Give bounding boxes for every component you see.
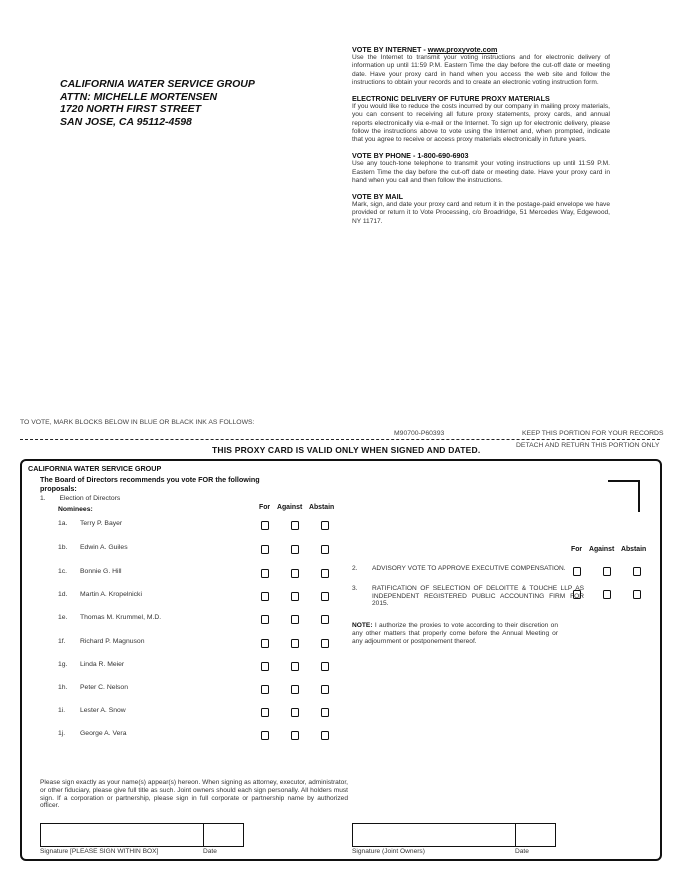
nominee-number: 1c. xyxy=(58,568,68,575)
vote-for-checkbox[interactable] xyxy=(261,545,269,554)
mail-heading: VOTE BY MAIL xyxy=(352,192,403,202)
detach-line xyxy=(20,439,660,440)
board-recommendation: The Board of Directors recommends you vote FOR the following proposals: xyxy=(40,475,260,493)
mark-instructions: TO VOTE, MARK BLOCKS BELOW IN BLUE OR BLACK INK AS FOLLOWS: xyxy=(20,419,255,426)
nominee-name: Bonnie G. Hill xyxy=(80,568,122,575)
control-code: M90700-P60393 xyxy=(394,430,445,437)
vote-for-checkbox[interactable] xyxy=(261,569,269,578)
date-label: Date xyxy=(203,848,217,855)
joint-signature-box[interactable] xyxy=(352,823,516,847)
nominee-number: 1j. xyxy=(58,730,66,737)
nominee-number: 1g. xyxy=(58,661,68,668)
nominees-label: Nominees: xyxy=(58,506,93,513)
nominee-number: 1h. xyxy=(58,684,68,691)
nominee-number: 1i. xyxy=(58,707,66,714)
vote-for-checkbox[interactable] xyxy=(261,662,269,671)
col-abstain-header: Abstain xyxy=(309,504,335,511)
col-abstain-header: Abstain xyxy=(621,546,647,553)
vote-abstain-checkbox[interactable] xyxy=(321,708,329,717)
proposal-text: ADVISORY VOTE TO APPROVE EXECUTIVE COMPENSATION. xyxy=(372,565,566,572)
signing-instructions: Please sign exactly as your name(s) appear(s) hereon. When signing as attorney, executor, administrator, or other fiduciary, please give full title as such. Joint owners should each sign personally. All holders must sign. If a corporation or partnership, please sign in full corporate or partnership name by authorized officer. xyxy=(40,779,348,810)
discretion-note xyxy=(352,622,558,645)
vote-for-checkbox[interactable] xyxy=(573,567,581,576)
mail-body: Mark, sign, and date your proxy card and return it in the postage-paid envelope we have provided or return it to Vote Processing, c/o Broadridge, 51 Mercedes Way, Edgewood, NY 11717. xyxy=(352,201,610,225)
col-against-header: Against xyxy=(277,504,303,511)
vote-abstain-checkbox[interactable] xyxy=(321,662,329,671)
vote-against-checkbox[interactable] xyxy=(291,569,299,578)
vote-against-checkbox[interactable] xyxy=(291,521,299,530)
detach-portion-label: DETACH AND RETURN THIS PORTION ONLY xyxy=(516,442,660,449)
signature-box[interactable] xyxy=(40,823,204,847)
vote-abstain-checkbox[interactable] xyxy=(321,592,329,601)
vote-for-checkbox[interactable] xyxy=(261,615,269,624)
nominee-name: Edwin A. Guiles xyxy=(80,544,128,551)
vote-abstain-checkbox[interactable] xyxy=(633,590,641,599)
voting-instructions xyxy=(352,46,610,234)
address-line-3: 1720 NORTH FIRST STREET xyxy=(60,103,202,115)
nominee-number: 1e. xyxy=(58,614,68,621)
address-line-4: SAN JOSE, CA 95112-4598 xyxy=(60,115,192,128)
vote-against-checkbox[interactable] xyxy=(291,615,299,624)
nominee-name: George A. Vera xyxy=(80,730,127,737)
nominee-number: 1d. xyxy=(58,591,68,598)
note-text: I authorize the proxies to vote according to their discretion on any other matters that properly come before the Annual Meeting or any adjournment or postponement thereof. xyxy=(352,622,558,645)
vote-against-checkbox[interactable] xyxy=(291,662,299,671)
electronic-body: If you would like to reduce the costs incurred by our company in mailing proxy materials, you can consent to receiving all future proxy statements, proxy cards, and annual reports electronically via e-mail or the Internet. To sign up for electronic delivery, please follow the instructions above to vote using the Internet and, when prompted, indicate that you agree to receive or access proxy materials electronically in future years. xyxy=(352,103,610,144)
address-line-1: CALIFORNIA WATER SERVICE GROUP xyxy=(60,78,255,90)
address-line-2: ATTN: MICHELLE MORTENSEN xyxy=(60,90,218,103)
vote-for-checkbox[interactable] xyxy=(261,639,269,648)
col-for-header: For xyxy=(259,504,271,511)
nominee-number: 1b. xyxy=(58,544,68,551)
joint-signature-label: Signature (Joint Owners) xyxy=(352,848,425,855)
nominee-number: 1a. xyxy=(58,520,68,527)
mailing-address xyxy=(60,78,255,128)
joint-date-label: Date xyxy=(515,848,529,855)
phone-heading: VOTE BY PHONE - 1-800-690-6903 xyxy=(352,151,469,161)
signature-label: Signature [PLEASE SIGN WITHIN BOX] xyxy=(40,848,159,855)
vote-for-checkbox[interactable] xyxy=(261,708,269,717)
vote-against-checkbox[interactable] xyxy=(291,685,299,694)
electronic-heading: ELECTRONIC DELIVERY OF FUTURE PROXY MATERIALS xyxy=(352,94,550,104)
vote-against-checkbox[interactable] xyxy=(291,708,299,717)
nominee-number: 1f. xyxy=(58,638,66,645)
vote-abstain-checkbox[interactable] xyxy=(321,639,329,648)
card-company-name: CALIFORNIA WATER SERVICE GROUP xyxy=(28,464,162,473)
item-election-of-directors xyxy=(40,495,120,502)
vote-for-checkbox[interactable] xyxy=(261,592,269,601)
vote-against-checkbox[interactable] xyxy=(291,545,299,554)
vote-for-checkbox[interactable] xyxy=(573,590,581,599)
item-number: 1. xyxy=(40,495,46,502)
internet-body: Use the Internet to transmit your voting instructions and for electronic delivery of information up until 11:59 P.M. Eastern Time the day before the cut-off date or meeting date. Have your proxy card in hand when you access the web site and follow the instructions to obtain your records and to create an electronic voting instruction form. xyxy=(352,54,610,86)
proposal-item xyxy=(352,585,584,611)
vote-abstain-checkbox[interactable] xyxy=(321,685,329,694)
nominee-name: Linda R. Meier xyxy=(80,661,125,668)
vote-abstain-checkbox[interactable] xyxy=(321,521,329,530)
nominee-name: Terry P. Bayer xyxy=(80,520,123,527)
vote-abstain-checkbox[interactable] xyxy=(633,567,641,576)
date-box[interactable] xyxy=(203,823,244,847)
col-against-header: Against xyxy=(589,546,615,553)
vote-against-checkbox[interactable] xyxy=(291,731,299,740)
joint-date-box[interactable] xyxy=(515,823,556,847)
proposal-text: RATIFICATION OF SELECTION OF DELOITTE & TOUCHE LLP AS INDEPENDENT REGISTERED PUBLIC ACCOUNTING FIRM FOR 2015. xyxy=(372,585,584,608)
col-for-header: For xyxy=(571,546,583,553)
vote-abstain-checkbox[interactable] xyxy=(321,731,329,740)
vote-against-checkbox[interactable] xyxy=(291,592,299,601)
nominee-name: Richard P. Magnuson xyxy=(80,638,145,645)
vote-abstain-checkbox[interactable] xyxy=(321,569,329,578)
proposal-number: 2. xyxy=(352,565,358,572)
internet-heading: VOTE BY INTERNET - www.proxyvote.com xyxy=(352,45,498,54)
proxyvote-link[interactable]: www.proxyvote.com xyxy=(427,45,498,54)
vote-against-checkbox[interactable] xyxy=(291,639,299,648)
item-label: Election of Directors xyxy=(59,495,121,502)
proposal-item xyxy=(352,565,584,575)
corner-mark xyxy=(608,480,640,512)
note-label: NOTE: xyxy=(352,622,373,629)
keep-portion-label: KEEP THIS PORTION FOR YOUR RECORDS xyxy=(522,430,664,437)
vote-abstain-checkbox[interactable] xyxy=(321,545,329,554)
nominee-name: Lester A. Snow xyxy=(80,707,126,714)
vote-for-checkbox[interactable] xyxy=(261,685,269,694)
validity-notice: THIS PROXY CARD IS VALID ONLY WHEN SIGNED AND DATED. xyxy=(212,445,481,455)
proposal-number: 3. xyxy=(352,585,358,592)
phone-body: Use any touch-tone telephone to transmit your voting instructions up until 11:59 P.M. Eastern Time the day before the cut-off date or meeting date. Have your proxy card in hand when you call and then follow the instructions. xyxy=(352,160,610,184)
nominee-name: Peter C. Nelson xyxy=(80,684,128,691)
vote-for-checkbox[interactable] xyxy=(261,521,269,530)
vote-abstain-checkbox[interactable] xyxy=(321,615,329,624)
nominee-name: Martin A. Kropelnicki xyxy=(80,591,142,598)
nominee-name: Thomas M. Krummel, M.D. xyxy=(80,614,162,621)
vote-against-checkbox[interactable] xyxy=(603,590,611,599)
vote-for-checkbox[interactable] xyxy=(261,731,269,740)
vote-against-checkbox[interactable] xyxy=(603,567,611,576)
